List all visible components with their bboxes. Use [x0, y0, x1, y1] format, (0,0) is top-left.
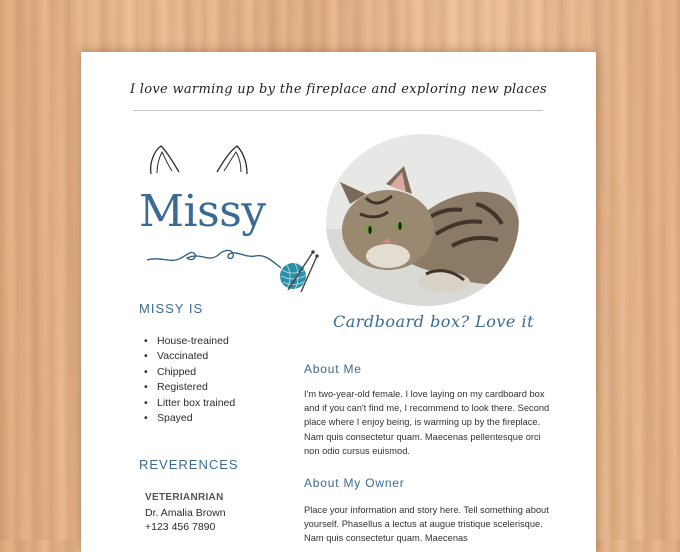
photo-caption: Cardboard box? Love it	[333, 312, 535, 331]
reference-phone: +123 456 7890	[145, 521, 216, 533]
list-item: • House-treained	[144, 334, 235, 349]
list-item: • Vaccinated	[144, 349, 235, 364]
reference-role: VETERIANRIAN	[145, 492, 224, 503]
pet-resume-page	[81, 52, 596, 552]
list-item: • Chipped	[144, 365, 235, 380]
reference-entry	[145, 491, 226, 535]
missy-is-heading: MISSY IS	[139, 301, 204, 316]
about-owner-text: Place your information and story here. Tell something about yourself. Phasellus a lectus at augue tristique scelerisque. Nam quis consectetur quam. Maecenas	[304, 505, 549, 544]
about-me-text: I'm two-year-old female. I love laying on my cardboard box and if you can't find me, I recommend to look there. Second place where I enjoy being, is warming up by the fireplace. Nam quis consectetur quam. Maecenas pellentesque orci non odio cursus euismod.	[304, 389, 550, 456]
list-item: • Litter box trained	[144, 396, 235, 411]
about-me-heading: About Me	[304, 362, 362, 376]
tagline: I love warming up by the fireplace and exploring new places	[129, 82, 548, 97]
cat-ears-icon	[147, 144, 257, 184]
divider	[133, 110, 543, 111]
cat-photo	[326, 134, 519, 306]
cat-name: Missy	[139, 186, 266, 237]
yarn-ball-icon	[141, 242, 326, 304]
references-heading: REVERENCES	[139, 457, 239, 472]
list-item: • Spayed	[144, 411, 235, 426]
traits-list	[144, 334, 235, 426]
about-owner-heading: About My Owner	[304, 476, 405, 490]
reference-name: Dr. Amalia Brown	[145, 506, 226, 519]
list-item: • Registered	[144, 380, 235, 395]
